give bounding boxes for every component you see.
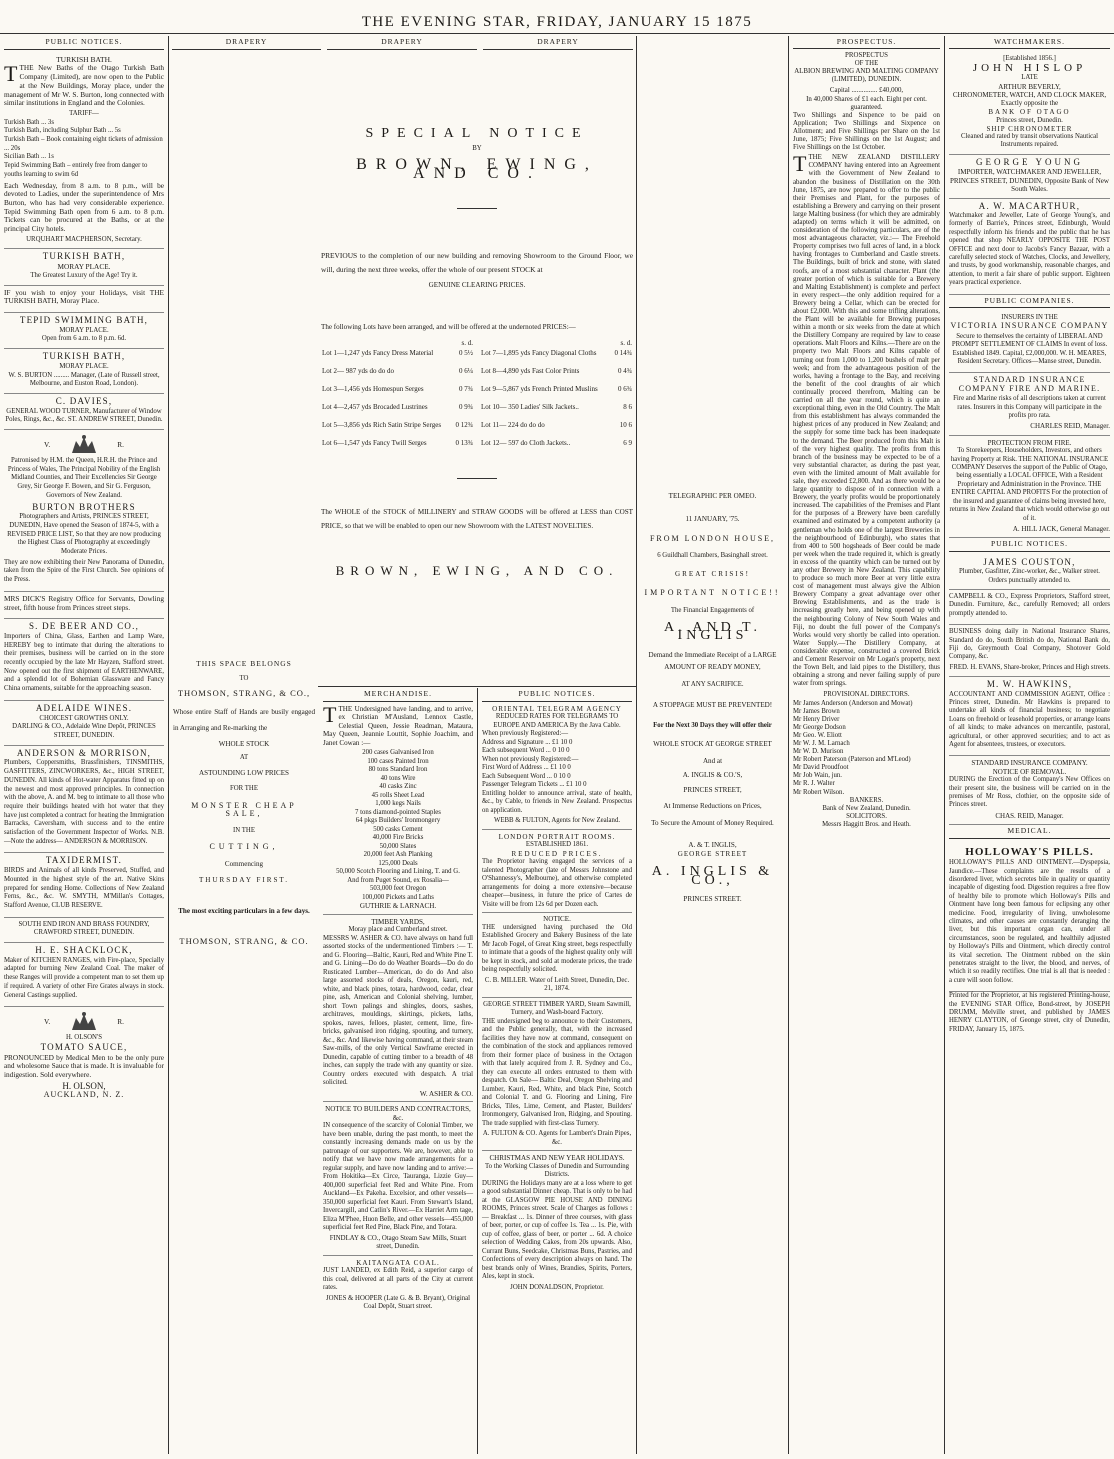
lot-row: Lot 5—3,856 yds Rich Satin Stripe Serges 0 12¾: [322, 421, 473, 429]
ad-body: BIRDS and Animals of all kinds Preserved, Stuffed, and Mounted in the highest style of the art. Native Skins prepared for sending Home. Collections of New Zealand Ferns, &c., &c. W. SMYTH, M'Millan's Cottages, Stafford Avenue, CLUB RESERVE.: [4, 867, 164, 909]
ad-body: GENERAL WOOD TURNER, Manufacturer of Window Poles, Rings, &c., &c. ST. ANDREW STREET, Dunedin.: [5, 407, 163, 424]
ad-line: IN THE: [233, 826, 255, 834]
ad-line: 6 Guildhall Chambers, Basinghall street.: [657, 551, 768, 559]
item-line: 40 casks Zinc: [379, 783, 417, 790]
masthead: THE EVENING STAR, FRIDAY, JANUARY 15 1875: [0, 0, 1114, 34]
firm-name: A. AND T. INGLIS: [664, 619, 761, 643]
column-header: DRAPERY: [172, 36, 321, 50]
ad-line: For the Next 30 Days they will offer their: [653, 721, 772, 729]
ad-line: WHOLE STOCK: [218, 739, 270, 748]
director: Mr Robert Wilson.: [793, 788, 845, 796]
ad-body: Watchmaker and Jeweller, Late of George Young's, and formerly of Barrie's, Princes street, Edinburgh, Would respectfully inform his friends and the public that he has opened that shop NEARLY OPPOSITE THE POST OFFICE and next door to Jacobs's Fancy Bazaar, with a carefully selected stock of Watches, Clocks, and Jewellery, and trusts, by good workmanship, reasonable charges, and attention, to merit a fair share of public support. Eighteen years practical experience.: [949, 211, 1110, 287]
item-line: 40 tons Wire: [380, 774, 416, 782]
ad-line: LATE: [1021, 74, 1038, 82]
ad-body: MESSRS W. ASHER & CO. have always on hand full assorted stocks of the undermentioned Timbers :— T. and G. Flooring—Baltic, Kauri, Red and White Pine T. and G. Lining—Do do do Weather Boards—Do do do Rusticated Lumber—American, do do do And also large assorted stocks of deals, Oregon, kauri, red, white, and black pines, totara, hardwood, cedar, clear pine, ash, American and Colonial shelving, lumber, short Town palings and shingles, doors, sashes, architraves, mouldings, skirtings, pickets, laths, spokes, naves, felloes, plaster, cement, lime, fire-bricks, galvanised iron ridging, spouting, and turnery, &c., &c. And likewise having command, at their steam Saw-mills, of the only Vertical Sawframe erected in Dunedin, capable of cutting timber to a breadth of 48 inches, can supply the trade with any quantity or size. Country orders executed with despatch. A trial solicited.: [323, 934, 473, 1086]
lot-row: Lot 7—1,895 yds Fancy Diagonal Cloths 0 14¾: [481, 349, 632, 357]
ad-body: They are now exhibiting their New Panorama of Dunedin, taken from the Spire of the First Church. See opinions of the Press.: [4, 558, 164, 584]
ad-line: ASTOUNDING LOW PRICES: [199, 768, 289, 777]
item-line: 7 tons diamond-pointed Staples: [355, 808, 441, 816]
ad-body: IMPORTER, WATCHMAKER AND JEWELLER, PRINCES STREET, DUNEDIN, Opposite Bank of New South Wales.: [950, 168, 1109, 194]
ad-body: The Greatest Luxury of the Age! Try it.: [30, 271, 138, 279]
ad-line: Capital ............... £40,000,: [829, 87, 904, 95]
ad-body: DARLING & CO., Adelaide Wine Depôt, PRINCES STREET, DUNEDIN.: [12, 723, 156, 739]
firm-name: BROWN, EWING, AND CO.: [335, 563, 619, 578]
ad-body: THE NEW ZEALAND DISTILLERY COMPANY having entered into an Agreement with the Government of New Zealand to abandon the business of Distillation on the 30th June, 1875, are now prepared to offer to the public their Premises and Plant, for the purposes of establishing a Brewery and carrying on their present large Malting business (for which they are admirably adapted) on terms which it will be admitted, on consideration of the following particulars, are of the most advantageous character, viz.:— The Freehold Property comprises two full acres of land, in a block having frontages to Cumberland and Castle streets. The Buildings, built of brick and stone, with slated roofs, are of a most substantial character. Plant (the greater portion of which is suitable for a Brewery and Malting Establishment) is complete and perfect in every respect—the only addition required for a Brewery being a Cellar, which can be erected for about £2,000. With this and some trifling alterations, the Plant will be available for Brewing purposes within a month or six weeks from the date at which the Distillery Company are required by law to cease operations. Malt Floors and Kilns.—There are on the property two Malt Floors and Kilns capable of turning out from 1,000 to 1,200 bushels of malt per week; and from the advantageous position of the works, having a frontage to the Bay, and receiving the benefit of the cool draughts of air which continually proceed therefrom, Malting can be carried on all the year round, which is quite an exceptional thing, even in the Old Country. The Malt from this establishment has always commanded the highest prices of any produced in New Zealand; and the supply for some time back has been inadequate to the demand. The Beer produced from this Malt is of the very highest quality. The profits from this branch of the business may be expected to be of a very substantial character, as during the past year, even with the limited amount of Malt available for sale, they exceeded £2,800. And as there would be a large quantity to dispose of in connection with a Brewery, the yearly profits would be proportionately increased. The capabilities of the Premises and Plant for the purposes of a Brewery have been carefully examined and estimated by a competent authority (a gentleman who holds one of the largest Breweries in the neighbourhood of Edinburgh), who states that from 400 to 500 hogsheads of Beer could be made per week when the trade required it, which is greatly in excess of the quantity which can be turned out by any other Brewery in New Zealand. This capability to produce so much more Beer at very little extra cost of management must always give the Albion Brewery Company a great advantage over other Brewing Establishments, and as the trade is increasing greatly here, and being opened up with the neighbouring Colony of New South Wales and Fiji, no doubt the full power of the Company's Works would very shortly be called into operation. Water Supply.—The Distillery Company, at considerable expense, constructed a covered Brick and Cement Reservoir on Mr Logan's property, next the Town Belt, and laid pipes to the Distillery, thus obtaining a strong and never failing supply of pure water from springs.: [793, 154, 940, 688]
ad-title: JOHN HISLOP: [972, 61, 1087, 74]
ad-line: WHOLE STOCK AT GEORGE STREET: [653, 740, 772, 748]
ad-line: Bank of New Zealand, Dunedin.: [822, 804, 911, 812]
ad-title: JAMES COUSTON,: [983, 556, 1076, 567]
ad-subtitle: SOLICITORS.: [846, 812, 887, 820]
tariff-line: Turkish Bath, including Sulphur Bath ... 5s: [4, 127, 121, 135]
firm-name: A. INGLIS & CO.,: [651, 864, 774, 888]
hawkins-ad: [949, 677, 1110, 756]
column-public-notices: [0, 36, 168, 1454]
ad-line: Commencing: [224, 859, 264, 868]
director: Mr George Dodson: [793, 723, 846, 731]
ad-body: Maker of KITCHEN RANGES, with Fire-place, Specially adapted for burning New Zealand Coal. The maker of these Ranges will provide a competent man to set them up if required. A variety of other Fire Grates always in stock. General Castings supplied.: [4, 956, 164, 999]
crest-letter: V.: [44, 439, 51, 449]
drapery-header-3: [480, 36, 636, 53]
ad-body: DURING the Erection of the Company's New Offices on their present site, the business will be carried on in the premises of Mr Ross, clothier, on the opposite side of Princes street.: [949, 776, 1110, 809]
ad-signature: GUTHRIE & LARNACH.: [323, 902, 473, 915]
ad-body: JUST LANDED, ex Edith Reid, a superior cargo of this coal, delivered at all parts of the City at current rates.: [323, 1267, 473, 1291]
ad-body: THE undersigned having purchased the Old Established Grocery and Bakery Business of the late Mr Jacob Fogel, of Great King street, begs respectfully to intimate that a goods of the highest quality only will be kept in stock, and sold at moderate prices, the trade being respectfully solicited.: [482, 923, 632, 973]
rate-line: Each Subsequent Word ... 0 10 0: [482, 772, 571, 780]
tariff-line: Tepid Swimming Bath – entirely free from danger to youths learning to swim 6d: [4, 162, 148, 178]
ad-body: Each Wednesday, from 8 a.m. to 8 p.m., will be devoted to Ladies, under the superintendence of Mrs Burton, who has had very considerable experience. Tepid Swimming Bath open from 6 a.m. to 8 p.m. Tickets can be procured at the Baths, or at the principal City hotels.: [4, 180, 164, 234]
turkish-bath-ad-2: [4, 249, 164, 285]
lot-row: Lot 8—4,890 yds Fast Color Prints 0 4¾: [481, 367, 632, 375]
ad-body: HOLLOWAY'S PILLS AND OINTMENT.—Dyspepsia, Jaundice.—These complaints are the results of a disordered liver, which secretes bile in quality or quantity incapable of digesting food. Digestion requires a free flow of healthy bile to promote which Holloway's Pills and Ointment have long been famous for eclipsing any other medicine. Food, irregularity of living, unwholesome climates, and other causes are constantly deranging the liver, but this important organ can, under all circumstances, soon be regulated, and healthily adjusted by Holloway's Pills and Ointment, which directly control its vital secretion. The Ointment rubbed on the skin penetrates straight to the liver, the blood, and nerves, of which it so readily rectifies. One trial is all that is needed : a cure will soon follow.: [949, 859, 1110, 984]
ad-body: To Storekeepers, Householders, Investors, and others having Property at Risk. THE NATIONAL INSURANCE COMPANY Deserves the support of the Public of Otago, being essentially a LOCAL OFFICE, With a Resident Proprietary and Administration in the Province. THE ENTIRE CAPITAL AND PROFITS For the protection of the insured and guarantee of claims being invested here, returns in New Zealand that which would otherwise go out of it.: [949, 447, 1110, 522]
rate-line: When not previously Registered:—: [482, 755, 579, 763]
item-line: 1,000 kegs Nails: [375, 800, 421, 807]
ad-signature: A. HILL JACK, General Manager.: [1012, 524, 1110, 533]
couston-ad: [949, 555, 1110, 590]
ad-signature: CHAS. REID, Manager.: [995, 811, 1064, 820]
ad-title: M. W. HAWKINS,: [986, 679, 1073, 690]
ad-title: STANDARD INSURANCE COMPANY.: [971, 759, 1088, 768]
ad-body: PREVIOUS to the completion of our new building and removing Showroom to the Ground Floor, we will, during the next three weeks, offer the whole of our present STOCK at: [321, 251, 633, 274]
item-line: 64 pkgs Builders' Ironmongery: [355, 817, 441, 824]
item-line: 100,000 Pickets and Laths: [362, 893, 434, 901]
ad-title: TOMATO SAUCE,: [40, 1041, 128, 1052]
lot-row: Lot 4—2,457 yds Brocaded Lustrines 0 9¾: [322, 403, 473, 411]
ad-title: HOLLOWAY'S PILLS.: [965, 845, 1094, 858]
ad-subtitle: ESTABLISHED 1861.: [525, 841, 589, 848]
ad-subtitle: REDUCED PRICES.: [511, 849, 603, 858]
ad-body: Plumber, Gasfitter, Zinc-worker, &c., Walker street. Orders punctually attended to.: [958, 568, 1100, 584]
ad-line: Demand the Immediate Receipt of a LARGE AMOUNT OF READY MONEY,: [648, 650, 777, 671]
ad-subtitle: OF THE: [854, 60, 879, 68]
ad-line: The most exciting particulars in a few days.: [178, 906, 310, 915]
brown-ewing-ad: [318, 120, 636, 680]
ad-signature: WEBB & FULTON, Agents for New Zealand.: [482, 817, 632, 830]
ad-title: STANDARD INSURANCE COMPANY FIRE AND MARINE.: [958, 375, 1101, 393]
ad-body: THE Undersigned have landing, and to arrive, ex Christian M'Ausland, Lennox Castle, Celestial Queen, Jessie Readman, Mataura, May Queen, Jeannie Louttit, Sophie Joachim, and Janet Cowan :—: [323, 704, 473, 747]
ad-subtitle: REDUCED RATES FOR TELEGRAMS TO EUROPE AND AMERICA By the Java Cable.: [493, 713, 621, 729]
item-line: 500 casks Cement: [373, 825, 423, 833]
ad-signature: JONES & HOOPER (Late G. & B. Bryant), Original Coal Depôt, Stuart street.: [325, 1294, 471, 1310]
mrs-dick-ad: [4, 592, 164, 619]
ad-line: A STOPPAGE MUST BE PREVENTED!: [652, 701, 773, 709]
evans-ad: [949, 625, 1110, 677]
ad-line: To Secure the Amount of Money Required.: [651, 818, 774, 827]
ad-title: TURKISH BATH,: [42, 351, 126, 362]
ad-title: TAXIDERMIST.: [45, 855, 123, 866]
ad-subtitle: BANKERS.: [849, 796, 884, 804]
ad-signature: W. ASHER & CO.: [323, 1090, 473, 1103]
ad-body: The Proprietor having engaged the services of a talented Photographer (late of Messrs Johnstone and O'Shannessy's, Melbourne), and otherwise completed arrangements for doing a more extensive—because cheaper—business, in future the price of Cartes de Visite will be from 12s 6d per Dozen each.: [482, 858, 632, 913]
ad-body: BUSINESS doing daily in National Insurance Shares, Standard do do, South British do do, National Bank do, Fiji do, Greymouth Coal Company, Shotover Gold Company, &c.: [949, 628, 1110, 661]
campbell-ad: [949, 590, 1110, 625]
ad-subtitle: MORAY PLACE.: [59, 326, 109, 334]
ad-title: GEORGE STREET TIMBER YARD, Steam Sawmill, Turnery, and Wash-board Factory.: [483, 1000, 631, 1016]
ad-subtitle: INSURERS IN THE: [1001, 313, 1058, 321]
ad-line: BANK OF OTAGO: [988, 107, 1071, 116]
ad-title: PROTECTION FROM FIRE.: [987, 438, 1072, 447]
ad-body: THE undersigned beg to announce to their Customers, and the Public generally, that, with the increased facilities they have now at command, consequent on the combination of the stock and appliances removed from their former place of business in the Octagon with that lately acquired from J. R. Sydney and Co., they can execute all orders entrusted to them with despatch. On Sale— Baltic Deal, Oregon Shelving and Lumber, Kauri, Red, White, and black Pine, Scotch and Colonial T. and G. Flooring and Lining, Fire Bricks, Tiles, Lime, Cement, and Plaster, Builders' Ironmongery, Galvanised Iron, Ridging, and Spouting. The trade supplied with first-class Turnery.: [482, 1017, 632, 1127]
item-line: 100 cases Painted Iron: [367, 757, 429, 765]
ad-line: At Immense Reductions on Prices,: [663, 802, 762, 810]
ad-body: MRS DICK'S Registry Office for Servants, Dowling street, fifth house from Princes street steps.: [4, 593, 164, 612]
lots-table-left: s. d. Lot 1—1,247 yds Fancy Dress Material 0 5½ Lot 2— 987 yds do do do 0 6¼ Lot 3—1,456 yds Homespun Serges 0 7¾ Lot 4—2,457 yds Brocaded Lustrines 0 9¾ Lot 5—3,856 yds Rich Satin Stripe Serges 0 12¾ Lot 6—1,547 yds Fancy Twill Serges 0 13¾: [321, 338, 474, 457]
adelaide-wines-ad: [4, 701, 164, 746]
royal-crest-icon: [66, 1010, 102, 1034]
column-header: PUBLIC NOTICES.: [482, 688, 632, 702]
ad-title: TELEGRAPHIC PER OMEO.: [668, 492, 757, 500]
tariff-label: TARIFF—: [69, 109, 99, 117]
ad-line: Messrs Haggitt Bros. and Heath.: [822, 820, 911, 828]
ad-by: BY: [472, 144, 482, 152]
firm-name: THOMSON, STRANG, & CO.,: [177, 688, 311, 698]
rate-line: First Word of Address ... £1 10 0: [482, 764, 571, 771]
ad-title: ORIENTAL TELEGRAM AGENCY: [492, 704, 622, 713]
burton-brothers-ad: [4, 430, 164, 592]
de-beer-ad: [4, 619, 164, 701]
ad-body: W. S. BURTON ......... Manager, (Late of Russell street, Melbourne, and Euston Road, London).: [8, 371, 160, 388]
holloway-ad: [949, 842, 1110, 993]
ad-title: TURKISH BATH.: [56, 54, 112, 64]
ad-subtitle: PROVISIONAL DIRECTORS.: [823, 691, 910, 699]
item-line: 40,000 Fire Bricks: [372, 834, 424, 841]
lot-row: Lot 3—1,456 yds Homespun Serges 0 7¾: [322, 385, 473, 393]
ad-signature: JOHN DONALDSON, Proprietor.: [510, 1283, 604, 1291]
ad-body: Fire and Marine risks of all descriptions taken at current rates. Insurers in this Company will participate in the profits pro rata.: [953, 395, 1106, 420]
ad-title: KAITANGATA COAL.: [356, 1258, 440, 1267]
ad-body: CRAWFORD STREET, DUNEDIN.: [33, 929, 135, 937]
ad-subtitle: CHOICEST GROWTHS ONLY.: [39, 714, 129, 722]
olson-sauce-ad: [4, 1007, 164, 1103]
director: Mr Job Wain, jun.: [793, 772, 842, 780]
ad-body: Two Shillings and Sixpence to be paid on Application; Two Shillings and Sixpence on Allotment; and Five Shillings per Share on the 1st June, 1875; Five Shillings on the 1st August; and Five Shillings on the 1st October.: [793, 111, 940, 152]
ad-line: [Established 1856.]: [1003, 55, 1056, 63]
ad-title: TIMBER YARDS,: [371, 917, 425, 926]
ad-line: GREAT CRISIS!: [675, 570, 750, 578]
item-line: 80 tons Standard Iron: [368, 766, 428, 773]
ad-signature: AUCKLAND, N. Z.: [43, 1089, 125, 1099]
ad-subtitle: To the Working Classes of Dunedin and Surrounding Districts.: [484, 1162, 630, 1178]
ad-line: CUTTING,: [209, 842, 279, 851]
drapery-header-2: [324, 36, 480, 53]
ad-body: Secure to themselves the certainty of LIBERAL AND PROMPT SETTLEMENT OF CLAIMS In event of loss. Established 1849. Capital, £2,000,000. W. H. MEARES, Resident Secretary. Offices—Manse street, Dunedin.: [951, 332, 1108, 365]
director: Mr James Anderson (Anderson and Mowat): [793, 699, 913, 707]
ad-title: VICTORIA INSURANCE COMPANY: [950, 321, 1109, 331]
column-header: MERCHANDISE.: [323, 688, 473, 702]
ad-line: THURSDAY FIRST.: [198, 876, 290, 884]
ad-line: AT ANY SACRIFICE.: [681, 680, 744, 688]
ad-title: TURKISH BATH,: [42, 251, 126, 262]
rate-line: Passenger Telegram Tickets ... £1 10 0: [482, 781, 587, 788]
ad-body: Whose entire Staff of Hands are busily engaged in Arranging and Re-marking the: [173, 707, 315, 732]
taxidermist-ad: [4, 853, 164, 917]
director: Mr R. J. Walter: [793, 780, 835, 788]
rate-line: Address and Signature ... £1 10 0: [482, 738, 573, 746]
ad-title: SOUTH END IRON AND BRASS FOUNDRY,: [18, 920, 150, 928]
column-header: PROSPECTUS.: [793, 36, 940, 49]
ad-signature: FINDLAY & CO., Otago Steam Saw Mills, Stuart street, Dunedin.: [323, 1235, 473, 1256]
ad-title: CHRISTMAS AND NEW YEAR HOLIDAYS.: [489, 1154, 625, 1162]
ad-body: The following Lots have been arranged, and will be offered at the undernoted PRICES:—: [321, 322, 576, 331]
ad-body: IF you wish to enjoy your Holidays, visit THE TURKISH BATH, Moray Place.: [4, 287, 164, 306]
ad-title: NOTICE TO BUILDERS AND CONTRACTORS, &c.: [325, 1105, 471, 1122]
column-header: PUBLIC NOTICES.: [4, 36, 164, 50]
ad-title: A. W. MACARTHUR,: [978, 200, 1081, 211]
director: Mr Robert Paterson (Paterson and M'Leod): [793, 756, 911, 764]
firm-name: THOMSON, STRANG, & CO.: [179, 936, 309, 946]
ad-body: Plumbers, Coppersmiths, Brassfinishers, TINSMITHS, GASFITTERS, ZINCWORKERS, &c., HIGH STREET, DUNEDIN. All kinds of Hot-water Apparatus fitted up on the newest and most approved principles. In connection with the above, A. and M. beg to intimate to all those who require their buildings heated with hot water that they have just completed a contract for heating the Immigration Barracks, Caversham, with success and to the entire satisfaction of the Government Inspector of Works. N.B.—Note the address— ANDERSON & MORRISON.: [4, 759, 164, 845]
thomson-strang-ad: [170, 660, 318, 960]
ad-line: 11 JANUARY, '75.: [685, 514, 740, 523]
ad-title: BURTON BROTHERS: [32, 501, 136, 512]
davies-ad: [4, 394, 164, 430]
crest-letter: V.: [44, 1016, 51, 1026]
column-header: WATCHMAKERS.: [949, 36, 1110, 49]
item-line: 125,000 Deals: [378, 859, 418, 867]
ad-line: FOR THE: [229, 785, 258, 792]
ad-title: SPECIAL NOTICE: [365, 126, 589, 141]
ad-title: H. E. SHACKLOCK,: [35, 945, 133, 956]
ad-subtitle: GENUINE CLEARING PRICES.: [428, 281, 526, 289]
anderson-morrison-ad: [4, 746, 164, 854]
ad-title: TEPID SWIMMING BATH,: [19, 314, 149, 325]
ad-body: Patronised by H.M. the Queen, H.R.H. the Prince and Princess of Wales, The Principal Nobility of the English Midland Counties, and Their Excellencies Sir George Grey, Sir George F. Bowen, and Sir G. Ferguson, Governors of New Zealand.: [7, 457, 161, 499]
ad-line: IMPORTANT NOTICE!!: [644, 587, 781, 597]
column-header: MEDICAL.: [949, 825, 1110, 838]
standard-insurance-ad: [949, 373, 1110, 435]
george-young-ad: [949, 155, 1110, 199]
ad-title: NOTICE.: [543, 915, 571, 923]
item-line: 50,000 Scotch Flooring and Lining, T. and G.: [336, 868, 460, 875]
ad-line: AT: [239, 754, 249, 761]
ad-line: A. INGLIS & CO.'S,: [682, 771, 743, 779]
ad-to: TO: [239, 674, 249, 682]
lot-row: Lot 9—5,867 yds French Printed Muslins 0 6¾: [481, 385, 632, 393]
column-header: DRAPERY: [327, 36, 477, 50]
item-line: 503,000 feet Oregon: [369, 885, 427, 892]
ad-signature: PRINCES STREET.: [683, 895, 742, 903]
tepid-bath-ad: [4, 313, 164, 349]
ad-subtitle: MORAY PLACE.: [59, 362, 109, 370]
ad-subtitle: Moray place and Cumberland street.: [348, 926, 448, 933]
ad-signature: A. & T. INGLIS,: [688, 841, 737, 849]
ad-title: PROSPECTUS: [845, 52, 888, 60]
printer-imprint: Printed for the Proprietor, at his registered Printing-house, the EVENING STAR Office, Bond-street, by JOSEPH DRUMM, Melville street, and published by JAMES HENRY CLAYTON, of Geonge street, city of Dunedin, FRIDAY, January 15, 1875.: [949, 992, 1110, 1033]
lot-row: Lot 6—1,547 yds Fancy Twill Serges 0 13¾: [322, 439, 473, 447]
public-notices-column-2: [479, 688, 635, 1454]
ad-signature: A. FULTON & CO. Agents for Lambert's Drain Pipes, &c.: [482, 1130, 632, 1151]
crest-letter: R.: [117, 1016, 124, 1026]
item-line: And from Puget Sound, ex Rosalia—: [347, 876, 449, 884]
ad-title: THIS SPACE BELONGS: [196, 660, 292, 668]
ad-title: GEORGE YOUNG: [976, 156, 1083, 167]
item-line: 45 rolls Sheet Lead: [371, 791, 425, 799]
turkish-bath-ad-4: [4, 349, 164, 394]
ad-body: ACCOUNTANT AND COMMISSION AGENT, Office : Princes street, Dunedin. Mr Hawkins is prepared to undertake all kinds of financial business; to negotiate Loans on freehold or leasehold properties, or arrange loans of all kinds; to make advances on mercantile, pastoral, agricultural, or other approved securities; and to act as Agent for absentees, trustees, or executors.: [949, 690, 1110, 749]
column-watchmakers: [945, 36, 1114, 1454]
ad-title: ADELAIDE WINES.: [35, 702, 133, 713]
foundry-ad: [4, 918, 164, 943]
ad-signature: URQUHART MACPHERSON, Secretary.: [26, 235, 142, 243]
ad-line: Princes street, Dunedin.: [996, 116, 1063, 125]
director: Mr James Brown: [793, 707, 840, 715]
royal-crest-icon: [66, 433, 102, 457]
item-line: 20,000 feet Ash Planking: [363, 851, 433, 858]
company-name: ALBION BREWING AND MALTING COMPANY (LIMITED), DUNEDIN.: [794, 68, 939, 84]
firm-name: BROWN, EWING, AND CO.: [356, 156, 598, 182]
rate-line: Each subsequent Word ... 0 10 0: [482, 747, 570, 754]
ad-subtitle: NOTICE OF REMOVAL.: [992, 767, 1067, 776]
ad-line: MONSTER CHEAP SALE,: [191, 800, 297, 818]
ad-title: C. DAVIES,: [55, 395, 113, 406]
lot-row: Lot 10— 350 Ladies' Silk Jackets.. 8 6: [481, 403, 632, 411]
column-header: PUBLIC COMPANIES.: [949, 295, 1110, 308]
tariff-line: Turkish Bath – Book containing eight tickets of admission ... 20s: [4, 136, 163, 152]
item-line: 200 cases Galvanised Iron: [362, 749, 434, 756]
ad-body: PRONOUNCED by Medical Men to be the only pure and wholesome Sauce that is made. It is invaluable for indigestion. Sold everywhere.: [4, 1052, 164, 1080]
drapery-header-1: [169, 36, 324, 53]
ad-title: ANDERSON & MORRISON,: [16, 747, 152, 758]
ad-title: LONDON PORTRAIT ROOMS.: [498, 832, 616, 841]
ad-line: PRINCES STREET,: [683, 785, 742, 794]
hislop-ad: [949, 52, 1110, 154]
merchandise-column: MERCHANDISE. TTHE Undersigned have landing, and to arrive, ex Christian M'Ausland, Lennox Castle, Celestial Queen, Jessie Readman, Mataura, May Queen, Jeannie Louttit, Sophie Joachim, and Janet Cowan :— 200 cases Galvanised Iron 100 cases Painted Iron 80 tons Standard Iron 40 tons Wire 40 casks Zinc 45 rolls Sheet Lead 1,000 kegs Nails 7 tons diamond-pointed Staples 64 pkgs Builders' Ironmongery 500 casks Cement 40,000 Fire Bricks 50,000 Slates 20,000 feet Ash Planking 125,000 Deals 50,000 Scotch Flooring and Lining, T. and G. And from Puget Sound, ex Rosalia— 503,000 feet Oregon 100,000 Pickets and Laths GUTHRIE & LARNACH. TIMBER YARDS, Moray place and Cumberland street. MESSRS W. ASHER & CO. have always on hand full assorted stocks of the undermentioned Timbers :— T. and G. Flooring—Baltic, Kauri, Red and White Pine T. and G. Lining—Do do do Weather Boards—Do do do Rusticated Lumber—American, do do do And also large assorted stocks of deals, Oregon, kauri, red, white, and black pines, totara, hardwood, cedar, clear pine, ash, American and Colonial shelving, lumber, short Town palings and shingles, doors, sashes, architraves, mouldings, skirtings, pickets, laths, spokes, naves, felloes, plaster, cement, lime, fire-bricks, galvanised iron ridging, spouting, and turnery, &c., &c. And likewise having command, at their steam Saw-mills, of the only Vertical Sawframe erected in Dunedin, capable of cutting timber to a breadth of 48 inches, can supply the trade with any quantity or size. Country orders executed with despatch. A trial solicited. W. ASHER & CO. NOTICE TO BUILDERS AND CONTRACTORS, &c. IN consequence of the scarcity of Colonial Timber, we have been unable, during the past month, to meet the constantly increasing demands made on us by the patronage of our supporters. We are, however, able to notify that we have now made arrangements for a regular supply, and have now landing and to arrive:— From Hokitika—Ex Circe, Tauranga, Lizzie Guy—400,000 superficial feet Red and White Pine. From Auckland—Ex Pakeha. Excelsior, and other vessels—350,000 superficial feet Kauri. From Stewart's Island, Invercargill, and Catlin's River.—Ex Harriet Arm tage, Eliza M'Phee, Huon Belle, and other vessels—455,000 superficial feet Red Pine, Black Pine, and Totara. FINDLAY & CO., Otago Steam Saw Mills, Stuart street, Dunedin. KAITANGATA COAL. JUST LANDED, ex Edith Reid, a superior cargo of this coal, delivered at all parts of the City at current rates. JONES & HOOPER (Late G. & B. Bryant), Original Coal Depôt, Stuart street.: [323, 689, 473, 1310]
lots-table-right: s. d. Lot 7—1,895 yds Fancy Diagonal Cloths 0 14¾ Lot 8—4,890 yds Fast Color Prints 0 4¾ Lot 9—5,867 yds French Printed Muslins 0 6¾ Lot 10— 350 Ladies' Silk Jackets.. 8 6 Lot 11— 224 do do do 10 6 Lot 12— 597 do Cloth Jackets.. 6 9: [480, 338, 633, 457]
director: Mr W. J. M. Larnach: [793, 739, 850, 747]
column-header: PUBLIC NOTICES.: [949, 538, 1110, 551]
lot-row: Lot 12— 597 do Cloth Jackets.. 6 9: [481, 439, 632, 447]
director: Mr Henry Driver: [793, 715, 840, 723]
ad-line: And at: [702, 756, 723, 765]
ad-signature: GEORGE STREET: [677, 849, 748, 858]
lot-row: Lot 2— 987 yds do do do 0 6¼: [322, 367, 473, 375]
director: Mr W. D. Murison: [793, 748, 844, 756]
ad-body: Open from 6 a.m. to 8 p.m. 6d.: [41, 335, 127, 343]
ad-body: Entitling holder to announce arrival, state of health, &c., by Cable, to friends in New Zealand. Prospectus on application.: [482, 789, 632, 814]
ad-body: CAMPBELL & CO., Express Proprietors, Stafford street, Dunedin. Furniture, &c., carefully Removed; all orders promptly attended to.: [949, 592, 1110, 617]
victoria-insurance-ad: [949, 311, 1110, 373]
ad-title: S. DE BEER AND CO.,: [28, 621, 140, 632]
ad-body: IN consequence of the scarcity of Colonial Timber, we have been unable, during the past month, to meet the constantly increasing demands made on us by the patronage of our supporters. We are, however, able to notify that we have now made arrangements for a regular supply, and have now landing and to arrive:— From Hokitika—Ex Circe, Tauranga, Lizzie Guy—400,000 superficial feet Red and White Pine. From Auckland—Ex Pakeha. Excelsior, and other vessels—350,000 superficial feet Kauri. From Stewart's Island, Invercargill, and Catlin's River.—Ex Harriet Arm tage, Eliza M'Phee, Huon Belle, and other vessels—455,000 superficial feet Red Pine, Black Pine, and Totara.: [323, 1122, 473, 1231]
ad-signature: FRED. H. EVANS, Share-broker, Princes and High streets.: [949, 663, 1110, 671]
lot-row: Lot 1—1,247 yds Fancy Dress Material 0 5½: [322, 349, 473, 357]
director: Mr David Proudfoot: [793, 764, 849, 772]
ad-subtitle: H. OLSON'S: [66, 1034, 102, 1042]
ad-signature: C. B. MILLER. Water of Leith Street, Dunedin, Dec. 21, 1874.: [482, 977, 632, 998]
tariff-line: Turkish Bath ... 3s: [4, 118, 54, 126]
lot-row: Lot 11— 224 do do do 10 6: [481, 421, 632, 429]
tariff-line: Sicilian Bath ... 1s: [4, 153, 54, 161]
ad-body: CHRONOMETER, WATCH, AND CLOCK MAKER, Exactly opposite the: [952, 91, 1107, 108]
ad-signature: H. OLSON,: [62, 1080, 106, 1091]
turkish-bath-ad-3: [4, 286, 164, 313]
ad-line: ARTHUR BEVERLY,: [998, 82, 1061, 91]
inglis-ad: [637, 480, 788, 980]
ad-line: Cleaned and rated by transit observations Nautical Instruments repaired.: [960, 133, 1099, 149]
ad-line: SHIP CHRONOMETER: [986, 124, 1073, 133]
shacklock-ad: [4, 943, 164, 1007]
ad-body: THE New Baths of the Otago Turkish Bath Company (Limited), are now open to the Public at the New Buildings, Moray place, under the management of Mr W. S. Burton, long connected with similar institutions in England and the Colonies.: [4, 63, 164, 108]
ad-body: The WHOLE of the STOCK of MILLINERY and STRAW GOODS will be offered at LESS than COST PRICE, so that we will be enabled to open our new Showroom with the LATEST NOVELTIES.: [321, 508, 633, 530]
column-header: DRAPERY: [483, 36, 633, 50]
ad-body: Importers of China, Glass, Earthen and Lamp Ware, HEREBY beg to intimate that during the alterations to their premises, business will be carried on in the store recently occupied by the late Mr Hayzen, Stafford street. Now opened out the first shipment of EARTHENWARE, and a splendid lot of Bohemian Glassware and Fancy China ornaments, suitable for the approaching season.: [4, 632, 164, 693]
ad-body: DURING the Holidays many are at a loss where to get a good substantial Dinner cheap. That is only to be had at the GLASGOW PIE HOUSE AND DINING ROOMS, Princes street. Scale of Charges as follows :— Breakfast ... 1s. Dinner of three courses, with glass of beer, porter, or cup of coffee 1s. Tea ... 1s. Pie, with cup of coffee, glass of beer, or porter ... 6d. A choice selection of Wedding Cakes, from 20s upwards. Also, Currant Buns, Seedcake, Christmas Buns, Pastries, and Confections of every description always on hand. The best brands only of Wines, Brandies, Spirits, Porters, Ales, kept in stock.: [482, 1179, 632, 1280]
removal-ad: [949, 756, 1110, 825]
ad-line: In 40,000 Shares of £1 each. Eight per cent. guaranteed.: [806, 95, 927, 111]
national-insurance-ad: [949, 436, 1110, 538]
item-line: 50,000 Slates: [379, 842, 417, 850]
column-prospectus: PROSPECTUS. PROSPECTUS OF THE ALBION BREWING AND MALTING COMPANY (LIMITED), DUNEDIN. Capital ............... £40,000, In 40,000 Shares of £1 each. Eight per cent. guaranteed. Two Shillings and Sixpence to be paid on Application; Two Shillings and Sixpence on Allotment; and Five Shillings per Share on the 1st June, 1875; Five Shillings on the 1st August; and Five Shillings on the 1st October. TTHE NEW ZEALAND DISTILLERY COMPANY having entered into an Agreement with the Government of New Zealand to abandon the business of Distillation on the 30th June, 1875, are now prepared to offer to the public their Premises and Plant, for the purposes of establishing a Brewery and carrying on their present large Malting business (for which they are admirably adapted) on terms which it will be admitted, on consideration of the following particulars, are of the most advantageous character, viz.:— The Freehold Property comprises two full acres of land, in a block having frontages to Cumberland and Castle streets. The Buildings, built of brick and stone, with slated roofs, are of a most substantial character. Plant (the greater portion of which is suitable for a Brewery and Malting Establishment) is complete and perfect in every respect—the only addition required for a Brewery being a Cellar, which can be erected for about £2,000. With this and some trifling alterations, the Plant will be available for Brewing purposes within a month or six weeks from the date at which the Distillery Company are required by law to cease operations. Malt Floors and Kilns.—There are on the property two Malt Floors and Kilns capable of turning out from 1,000 to 1,200 bushels of malt per week; and from the advantageous position of the works, having a frontage to the Bay, and receiving the benefit of the cool draughts of air which continually proceed therefrom, Malting can be carried on all the year round, which is quite an exceptional thing, even in the Old Country. The Malt from this establishment has always commanded the highest prices of any produced in New Zealand; and the supply for some time back has been inadequate to the demand. The Beer produced from this Malt is of the very highest quality. The profits from this branch of the business may be expected to be of a very substantial character, as during the past year, even with the limited amount of Malt available for sale, they exceeded £2,800. And as there would be a large quantity to dispose of in connection with a Brewery, the yearly profits would be proportionately increased. The capabilities of the Premises and Plant for the purposes of a Brewery have been carefully examined and estimated by a competent authority (a gentleman who holds one of the largest Breweries in the neighbourhood of Edinburgh), who states that from 400 to 500 hogsheads of Beer could be made per week when the trade required it, which is greatly in excess of the quantity which can be turned out by any other Brewery in New Zealand. This capability to produce so much more Beer at very little extra cost of management must always give the Albion Brewery Company a great advantage over other Brewing Establishments, and as the trade is increasing greatly here, and being opened up with the neighbouring Colony of New South Wales and Fiji, no doubt the full power of the Company's Works would very shortly be called into operation. Water Supply.—The Distillery Company, at considerable expense, constructed a covered Brick and Cement Reservoir on Mr Logan's property, next the Town Belt, and laid pipes to the Distillery, thus obtaining a strong and never failing supply of pure water from springs. PROVISIONAL DIRECTORS. Mr James Anderson (Anderson and Mowat) Mr James Brown Mr Henry Driver Mr George Dodson Mr Geo. W. Eliott Mr W. J. M. Larnach Mr W. D. Murison Mr Robert Paterson (Paterson and M'Leod) Mr David Proudfoot Mr Job Wain, jun. Mr R. J. Walter Mr Robert Wilson. BANKERS. Bank of New Zealand, Dunedin. SOLICITORS. Messrs Haggitt Bros. and Heath.: [793, 37, 940, 828]
macarthur-ad: [949, 199, 1110, 295]
crest-letter: R.: [117, 439, 124, 449]
turkish-bath-ad: TURKISH BATH. TTHE New Baths of the Otago Turkish Bath Company (Limited), are now open to the Public at the New Buildings, Moray place, under the management of Mr W. S. Burton, long connected with similar institutions in England and the Colonies. TARIFF— Turkish Bath ... 3s Turkish Bath, including Sulphur Bath ... 5s Turkish Bath – Book containing eight tickets of admission ... 20s Sicilian Bath ... 1s Tepid Swimming Bath – entirely free from danger to youths learning to swim 6d Each Wednesday, from 8 a.m. to 8 p.m., will be devoted to Ladies, under the superintendence of Mrs Burton, who has had very considerable experience. Tepid Swimming Bath open from 6 a.m. to 8 p.m. Tickets can be procured at the Baths, or at the principal City hotels. URQUHART MACPHERSON, Secretary.: [4, 53, 164, 250]
ad-body: Photographers and Artists, PRINCES STREET, DUNEDIN, Have opened the Season of 1874-5, with a REVISED PRICE LIST, So that they are now producing the Highest Class of Photography at exceedingly Moderate Prices.: [7, 513, 161, 556]
ad-subtitle: MORAY PLACE.: [57, 262, 111, 272]
director: Mr Geo. W. Eliott: [793, 731, 842, 739]
rate-line: When previously Registered:—: [482, 730, 569, 737]
ad-line: The Financial Engagements of: [670, 607, 755, 614]
ad-line: FROM LONDON HOUSE,: [649, 534, 776, 543]
ad-signature: CHARLES REID, Manager.: [1030, 422, 1110, 431]
